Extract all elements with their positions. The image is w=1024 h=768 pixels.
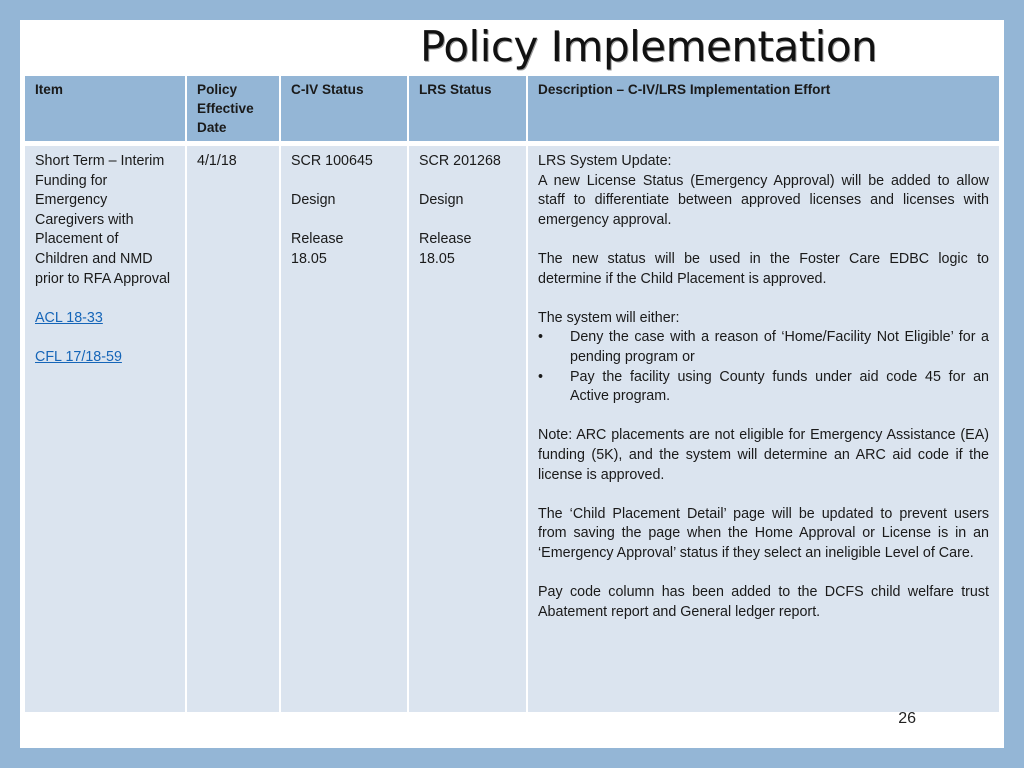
slide (20, 20, 1004, 748)
desc-heading: LRS System Update: (538, 153, 672, 169)
lrs-phase: Design (419, 192, 464, 209)
policy-table (25, 76, 999, 714)
civ-scr: SCR 100645 (291, 153, 373, 169)
lrs-scr: SCR 201268 (419, 153, 501, 169)
item-text: Short Term – Interim Funding for Emergency Caregivers with Placement of Children and NMD prior to RFA Approval (35, 153, 171, 287)
header-civ-status: C-IV Status (281, 76, 409, 143)
header-description: Description – C-IV/LRS Implementation Effort (528, 76, 999, 143)
list-item: • Pay the facility using County funds under aid code 45 for an Active program. (538, 368, 989, 405)
page-title: Policy Implementation (420, 22, 878, 71)
cell-item (25, 143, 187, 714)
page-number: 26 (898, 710, 916, 727)
cell-lrs-status (409, 143, 528, 714)
table-header-row (25, 76, 999, 143)
desc-p2: The new status will be used in the Foster Care EDBC logic to determine if the Child Placement is approved. (538, 250, 989, 287)
header-lrs-status: LRS Status (409, 76, 528, 143)
desc-bullet-list (538, 328, 989, 406)
header-item: Item (25, 76, 187, 143)
desc-p4: Note: ARC placements are not eligible for Emergency Assistance (EA) funding (5K), and the system will determine an ARC aid code if the license is approved. (538, 427, 989, 483)
desc-p1: A new License Status (Emergency Approval) will be added to allow staff to differentiate between approved licenses and licenses with emergency approval. (538, 172, 989, 228)
list-item: • Deny the case with a reason of ‘Home/Facility Not Eligible’ for a pending program or (538, 329, 989, 365)
civ-phase: Design (291, 192, 336, 209)
cell-civ-status (281, 143, 409, 714)
cell-description (528, 143, 999, 714)
cell-policy-date: 4/1/18 (187, 143, 281, 714)
table-row (25, 143, 999, 714)
header-policy-date: Policy Effective Date (187, 76, 281, 143)
cfl-link[interactable]: CFL 17/18-59 (35, 348, 122, 365)
desc-p5: The ‘Child Placement Detail’ page will be updated to prevent users from saving the page when the Home Approval or License is in an ‘Emergency Approval’ status if they select an ineligible Level of Care. (538, 505, 989, 561)
civ-release: Release 18.05 (291, 231, 344, 267)
desc-p3: The system will either: (538, 309, 680, 326)
desc-p6: Pay code column has been added to the DCFS child welfare trust Abatement report and General ledger report. (538, 584, 989, 620)
lrs-release: Release 18.05 (419, 231, 472, 267)
acl-link[interactable]: ACL 18-33 (35, 309, 103, 326)
